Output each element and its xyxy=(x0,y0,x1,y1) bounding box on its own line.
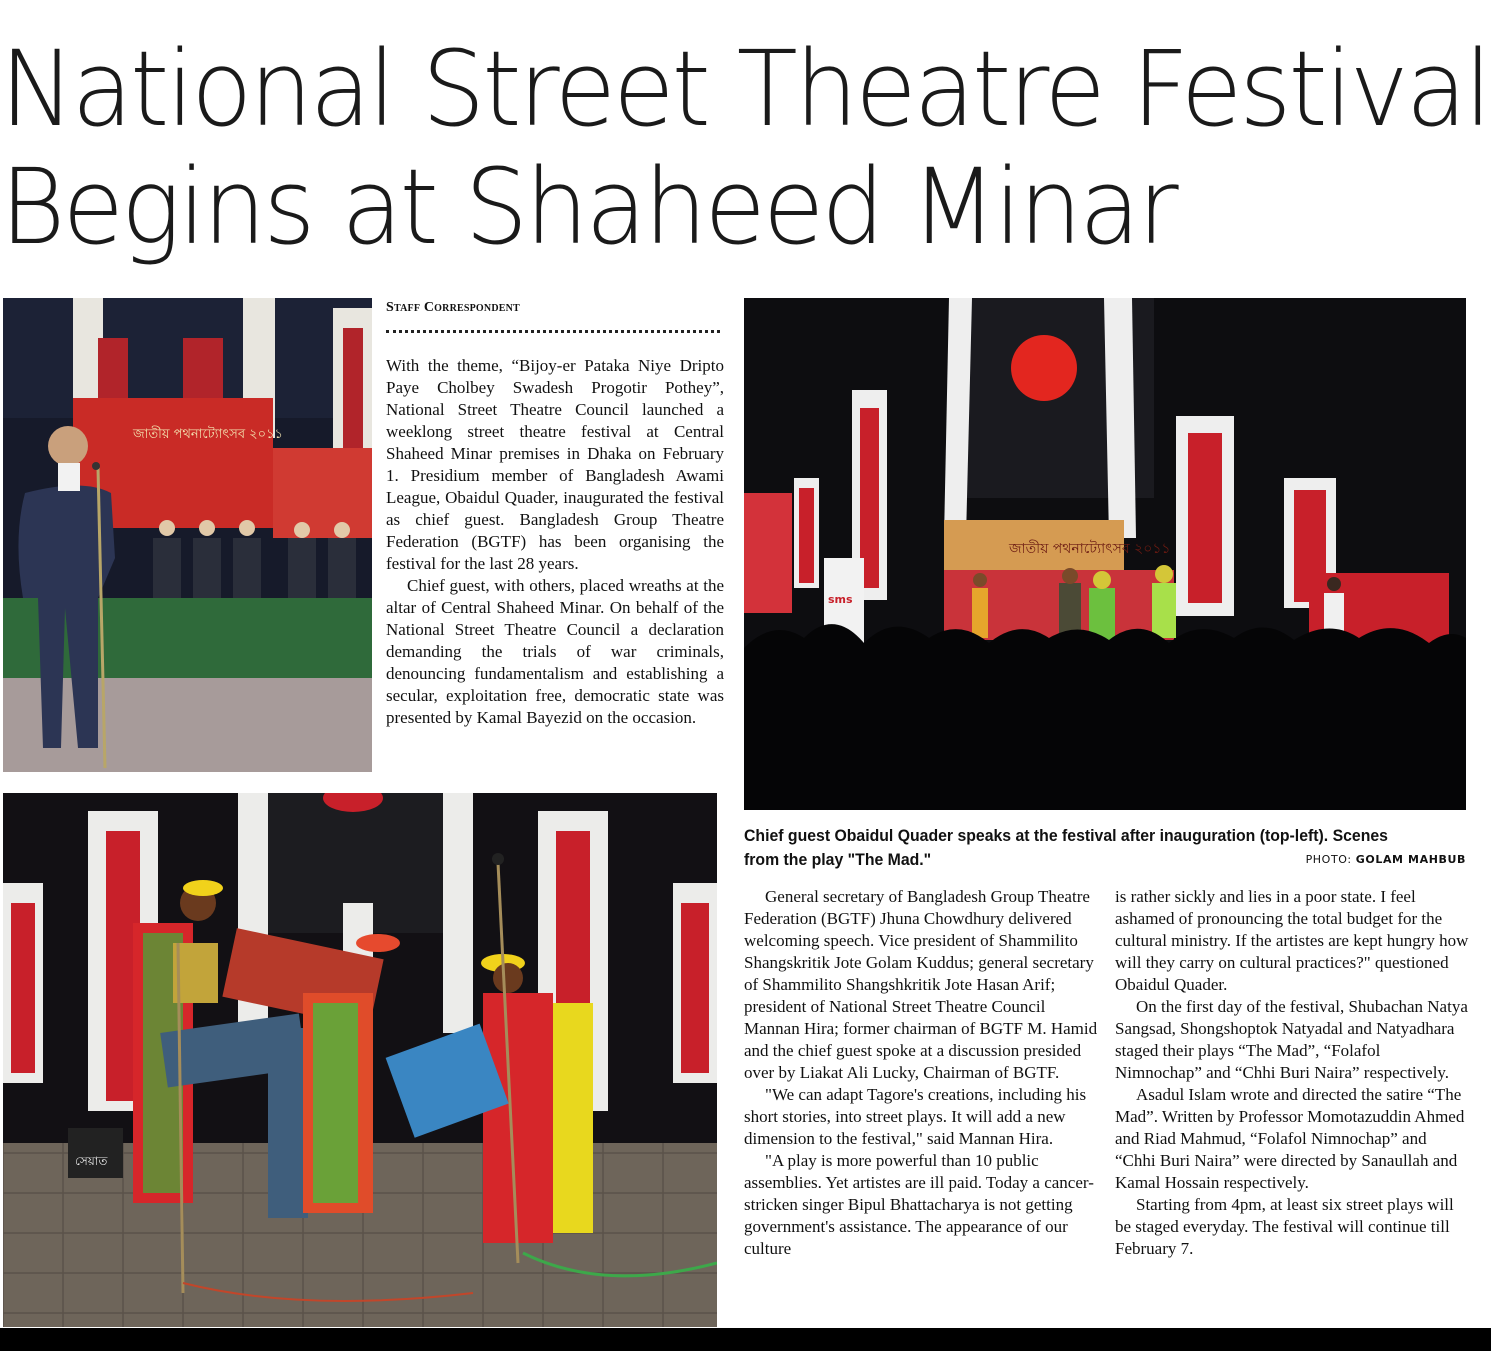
article-paragraph: Starting from 4pm, at least six street plays will be staged everyday. The festival will continue till February 7. xyxy=(1115,1195,1454,1258)
photo-actors-performing xyxy=(3,793,717,1327)
article-paragraph: Asadul Islam wrote and directed the satire “The Mad”. Written by Professor Momotazuddin Ahmed and Riad Mahmud, “Folafol Nimnochap” and “Chhi Buri Naira” were directed by Sanaullah and Kamal Hossain respectively. xyxy=(1115,1085,1465,1192)
article-column-1 xyxy=(386,355,724,729)
article-paragraph: General secretary of Bangladesh Group Theatre Federation (BGTF) Jhuna Chowdhury delivered welcoming speech. Vice president of Shammilito Shangskritik Jote Golam Kuddus; general secretary of Shammilito Shangshkritik Jote Hasan Arif; president of National Street Theatre Council Mannan Hira; former chairman of BGTF M. Hamid and the chief guest spoke at a discussion presided over by Liakat Ali Lucky, Chairman of BGTF. xyxy=(744,887,1098,1082)
article-paragraph: "A play is more powerful than 10 public assemblies. Yet artistes are ill paid. Today a cancer-stricken singer Bipul Bhattacharya is not getting government's assistance. The appearance of our culture xyxy=(744,1151,1094,1258)
speaker-banner-text: জাতীয় পথনাট্যোৎসব ২০১১ xyxy=(133,427,283,442)
article-paragraph: On the first day of the festival, Shubachan Natya Sangsad, Shongshoptok Natyadal and Natyadhara staged their plays “The Mad”, “Folafol Nimnochap” and “Chhi Buri Naira” respectively. xyxy=(1115,997,1468,1082)
headline xyxy=(0,28,1490,268)
page-bottom-bar xyxy=(0,1328,1491,1351)
photo-credit-label: PHOTO: xyxy=(1305,853,1352,866)
byline: Staff Correspondent xyxy=(386,300,520,315)
byline-divider xyxy=(386,326,720,333)
headline-line-2: Begins at Shaheed Minar xyxy=(0,146,1176,268)
stage-sign-text: sms xyxy=(828,593,853,606)
article-paragraph: Chief guest, with others, placed wreaths at the altar of Central Shaheed Minar. On behalf of the National Street Theatre Council a declaration demanding the trials of war criminals, denouncing fundamentalism and establishing a secular, exploitation free, democratic state was presented by Kamal Bayezid on the occasion. xyxy=(386,576,724,727)
article-paragraph: "We can adapt Tagore's creations, including his short stories, into street plays. It will add a new dimension to the festival," said Mannan Hira. xyxy=(744,1085,1087,1148)
photo-chief-guest-speaking xyxy=(3,298,372,772)
article-paragraph: With the theme, “Bijoy-er Pataka Niye Dripto Paye Cholbey Swadesh Progotir Pothey”, National Street Theatre Council launched a weeklong street theatre festival at Central Shaheed Minar premises in Dhaka on February 1. Presidium member of Bangladesh Awami League, Obaidul Quader, inaugurated the festival as chief guest. Bangladesh Group Theatre Federation (BGTF) has been organising the festival for the last 28 years. xyxy=(386,356,724,573)
article-paragraph: is rather sickly and lies in a poor state. I feel ashamed of pronouncing the total budget for the cultural ministry. If the artistes are kept hungry how will they carry on cultural practices?" questioned Obaidul Quader. xyxy=(1115,887,1469,994)
article-column-2 xyxy=(744,886,1099,1260)
photo-credit-name: GOLAM MAHBUB xyxy=(1355,853,1466,866)
headline-line-1: National Street Theatre Festival xyxy=(0,28,1490,150)
photo-stage-scene xyxy=(744,298,1466,810)
photo-caption: Chief guest Obaidul Quader speaks at the festival after inauguration (top-left). Scenes from the play "The Mad." xyxy=(744,826,1388,869)
actors-sign-text: সেয়াত xyxy=(75,1154,108,1168)
photo-credit xyxy=(1306,853,1466,866)
stage-banner-text: জাতীয় পথনাট্যোৎসব ২০১১ xyxy=(1009,541,1171,557)
article-column-3 xyxy=(1115,886,1471,1260)
